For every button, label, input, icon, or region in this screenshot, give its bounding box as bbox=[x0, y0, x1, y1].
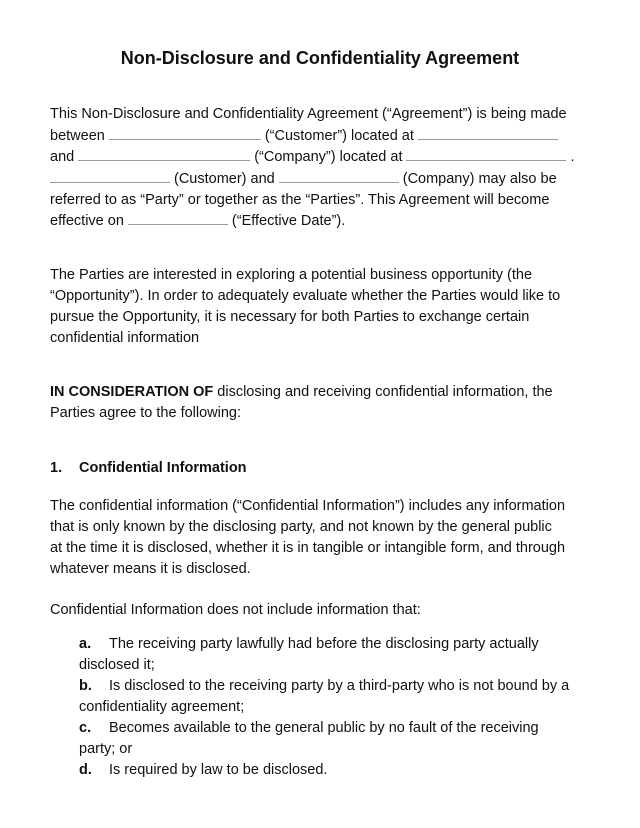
list-text: Becomes available to the general public by no fault of the receiving bbox=[109, 720, 539, 736]
list-label: c. bbox=[79, 720, 92, 736]
opportunity-line-1: The Parties are interested in exploring a potential business opportunity (the bbox=[50, 267, 533, 283]
document-title: Non-Disclosure and Confidentiality Agreement bbox=[120, 48, 520, 68]
list-text: Is disclosed to the receiving party by a third-party who is not bound by a bbox=[109, 678, 570, 694]
intro-text: (“Company”) located at bbox=[254, 149, 403, 165]
section-title: Confidential Information bbox=[79, 460, 247, 476]
section-paragraph-line: that is only known by the disclosing party, and not known by the general public bbox=[50, 519, 552, 535]
list-item-d bbox=[79, 760, 327, 780]
company-blank[interactable] bbox=[279, 170, 399, 183]
list-item-c bbox=[79, 718, 539, 738]
consideration-bold: IN CONSIDERATION OF bbox=[50, 384, 214, 400]
intro-text: and bbox=[50, 149, 75, 165]
list-item-c-cont: party; or bbox=[79, 741, 133, 757]
customer-name-blank[interactable] bbox=[109, 127, 261, 140]
intro-line-6 bbox=[50, 211, 345, 231]
consideration-line-2: Parties agree to the following: bbox=[50, 405, 242, 421]
section-number: 1. bbox=[50, 460, 63, 476]
opportunity-line-4: confidential information bbox=[50, 330, 200, 346]
section-paragraph-line: whatever means it is disclosed. bbox=[50, 561, 251, 577]
company-name-blank[interactable] bbox=[78, 148, 250, 161]
intro-text: (“Effective Date”). bbox=[231, 213, 346, 229]
customer-address-blank[interactable] bbox=[418, 127, 558, 140]
intro-text: between bbox=[50, 128, 105, 144]
intro-line-1: This Non-Disclosure and Confidentiality Agreement (“Agreement”) is being made bbox=[50, 106, 567, 122]
section-paragraph-line: at the time it is disclosed, whether it is in tangible or intangible form, and through bbox=[50, 540, 566, 556]
exclusions-intro: Confidential Information does not include information that: bbox=[50, 602, 421, 618]
intro-text: (“Customer”) located at bbox=[264, 128, 414, 144]
section-heading bbox=[50, 458, 247, 478]
list-item-b bbox=[79, 676, 569, 696]
list-text: Is required by law to be disclosed. bbox=[109, 762, 328, 778]
effective-date-blank[interactable] bbox=[128, 212, 228, 225]
intro-line-2 bbox=[50, 126, 562, 146]
consideration-line-1 bbox=[50, 382, 553, 402]
intro-text: effective on bbox=[50, 213, 124, 229]
list-label: a. bbox=[79, 636, 92, 652]
list-text: The receiving party lawfully had before the disclosing party actually bbox=[109, 636, 539, 652]
list-item-b-cont: confidentiality agreement; bbox=[79, 699, 245, 715]
intro-text: (Customer) and bbox=[174, 171, 275, 187]
intro-text: (Company) may also be bbox=[402, 171, 557, 187]
list-label: b. bbox=[79, 678, 92, 694]
intro-line-4 bbox=[50, 169, 557, 189]
list-item-a-cont: disclosed it; bbox=[79, 657, 155, 673]
section-paragraph-line: The confidential information (“Confidential Information”) includes any information bbox=[50, 498, 566, 514]
customer-blank[interactable] bbox=[50, 170, 170, 183]
intro-line-3 bbox=[50, 147, 575, 167]
consideration-text: disclosing and receiving confidential information, the bbox=[213, 384, 553, 400]
opportunity-line-2: “Opportunity”). In order to adequately evaluate whether the Parties would like to bbox=[50, 288, 561, 304]
opportunity-line-3: pursue the Opportunity, it is necessary for both Parties to exchange certain bbox=[50, 309, 530, 325]
list-label: d. bbox=[79, 762, 92, 778]
intro-line-5: referred to as “Party” or together as the “Parties”. This Agreement will become bbox=[50, 192, 550, 208]
list-item-a bbox=[79, 634, 539, 654]
company-address-blank[interactable] bbox=[406, 148, 566, 161]
intro-text: . bbox=[570, 149, 575, 165]
